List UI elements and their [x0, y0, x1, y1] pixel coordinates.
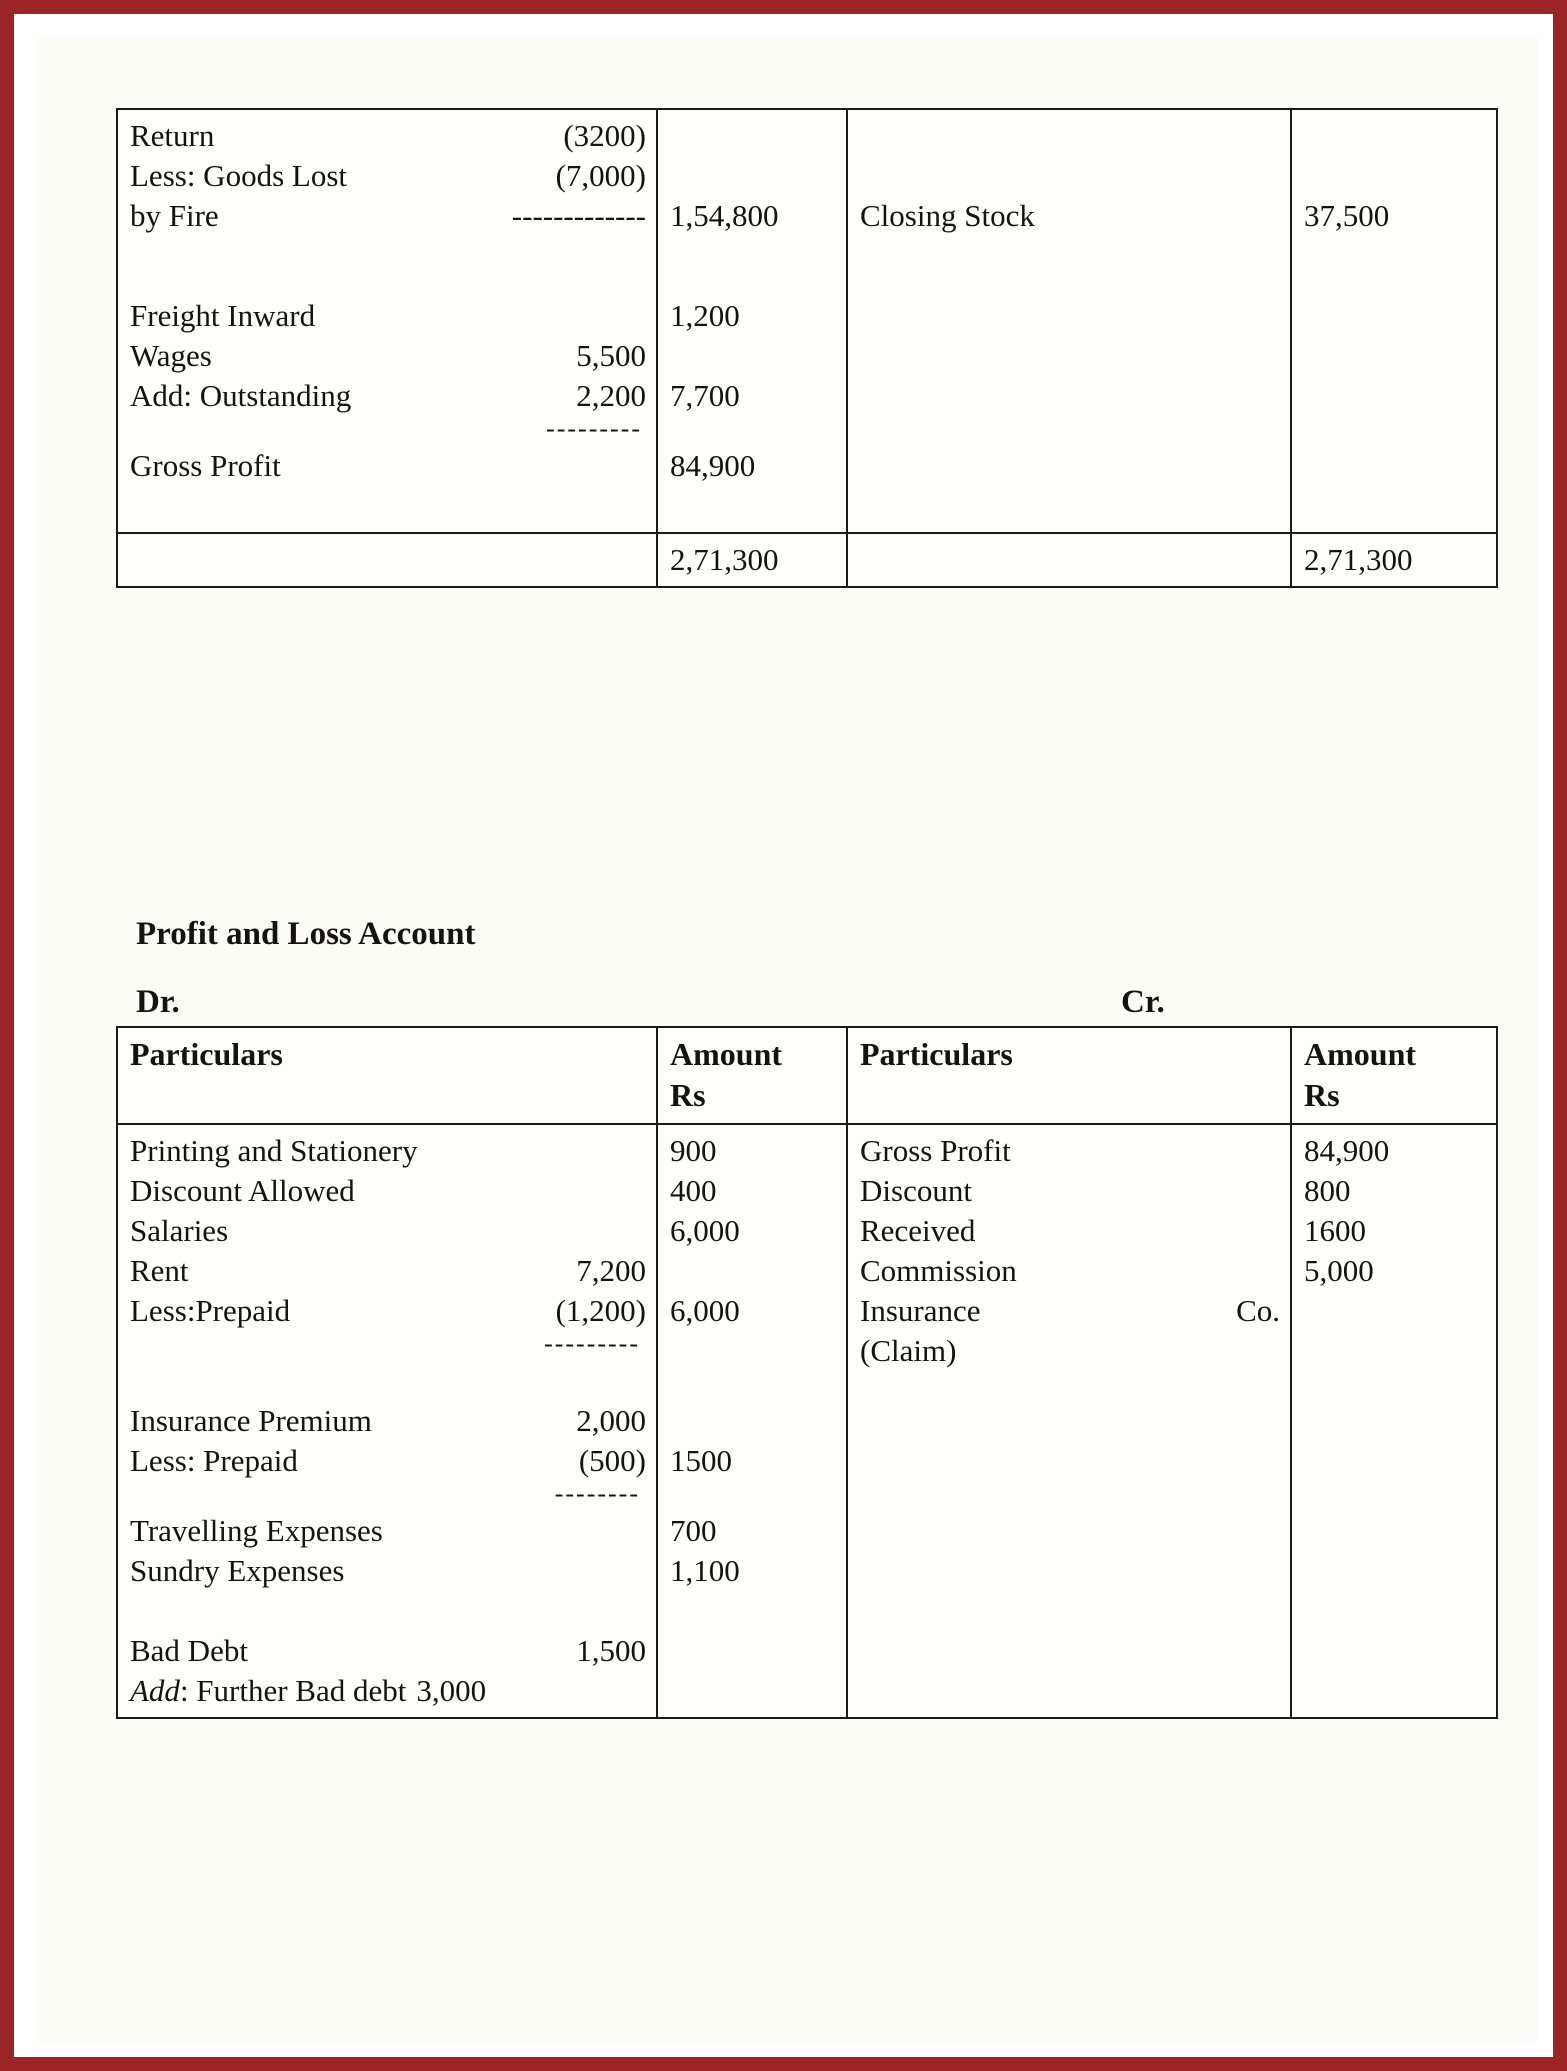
page-title: Profit and Loss Account	[136, 916, 476, 952]
blank-spacer	[670, 1481, 836, 1511]
pl-header-amount-left-line1: Amount	[670, 1036, 783, 1072]
further-bad-debt-line	[130, 1671, 646, 1711]
wages-total-amount: 7,700	[670, 378, 740, 413]
credit-gross-profit-label: Gross Profit	[860, 1132, 1011, 1168]
trading-debit-amount-cell	[657, 109, 847, 533]
blank-spacer	[130, 1361, 646, 1401]
blank-spacer	[860, 116, 1280, 156]
outstanding-wages-value: 2,200	[576, 378, 646, 413]
bad-debt-label: Bad Debt	[130, 1632, 248, 1668]
blank-spacer	[670, 1331, 836, 1361]
page-sheet	[36, 36, 1539, 2043]
further-bad-debt-label: : Further Bad debt	[179, 1672, 407, 1708]
freight-amount: 1,200	[670, 298, 740, 333]
insurance-claim-label: (Claim)	[860, 1332, 957, 1368]
blank-spacer	[670, 486, 836, 526]
credit-commission-label: Commission	[860, 1252, 1017, 1288]
blank-spacer	[670, 156, 836, 196]
trading-credit-amount-cell	[1291, 109, 1497, 533]
wages-total-rule: ---------	[546, 414, 642, 443]
credit-received-label: Received	[860, 1212, 976, 1248]
insurance-premium-label: Insurance Premium	[130, 1402, 372, 1438]
table-row	[117, 109, 1497, 533]
return-value: (3200)	[563, 118, 646, 153]
freight-inward-label: Freight Inward	[130, 298, 316, 333]
trading-debit-total-cell: 2,71,300	[657, 533, 847, 587]
blank-spacer	[670, 336, 836, 376]
insurance-premium-value: 2,000	[576, 1402, 646, 1438]
outstanding-wages-label: Add: Outstanding	[130, 378, 352, 413]
goods-lost-value: (7,000)	[555, 158, 646, 193]
pl-header-amount-left	[657, 1027, 847, 1124]
goods-lost-line	[130, 156, 646, 196]
gross-profit-label: Gross Profit	[130, 448, 281, 483]
rent-prepaid-line	[130, 1291, 646, 1331]
wages-label: Wages	[130, 338, 212, 373]
trading-debit-particulars-cell	[117, 109, 657, 533]
trading-account-table	[116, 108, 1498, 588]
return-line	[130, 116, 646, 156]
insurance-co-suffix: Co.	[1236, 1292, 1280, 1328]
trading-credit-total-cell: 2,71,300	[1291, 533, 1497, 587]
rent-prepaid-value: (1,200)	[555, 1292, 646, 1328]
closing-stock-label: Closing Stock	[860, 198, 1035, 233]
pl-header-row	[117, 1027, 1497, 1124]
closing-stock-amount: 37,500	[1304, 198, 1390, 233]
blank-spacer	[860, 156, 1280, 196]
pl-header-amount-right-line1: Amount	[1304, 1036, 1417, 1072]
gross-profit-amount: 84,900	[670, 448, 756, 483]
outstanding-wages-line	[130, 376, 646, 416]
blank-spacer	[670, 236, 836, 276]
printing-amount: 900	[670, 1132, 717, 1168]
pl-debit-particulars-cell	[117, 1124, 657, 1718]
blank-spacer	[670, 416, 836, 446]
rent-net-rule: ---------	[544, 1328, 640, 1358]
sundry-expenses-label: Sundry Expenses	[130, 1552, 345, 1588]
blank-spacer	[130, 236, 646, 276]
credit-commission-amount: 5,000	[1304, 1252, 1374, 1288]
insurance-premium-line	[130, 1401, 646, 1441]
bad-debt-value: 1,500	[576, 1632, 646, 1668]
trading-total-blank-right	[847, 533, 1291, 587]
further-bad-debt-add-prefix: Add	[130, 1672, 180, 1708]
trading-total-blank-left	[117, 533, 657, 587]
insurance-net-rule: --------	[554, 1478, 640, 1508]
travelling-amount: 700	[670, 1512, 717, 1548]
debit-side-label: Dr.	[136, 984, 180, 1020]
pl-credit-amount-cell	[1291, 1124, 1497, 1718]
blank-spacer	[670, 1401, 836, 1441]
printing-stationery-label: Printing and Stationery	[130, 1132, 418, 1168]
discount-allowed-label: Discount Allowed	[130, 1172, 355, 1208]
profit-and-loss-table	[116, 1026, 1498, 1719]
rent-net-amount: 6,000	[670, 1292, 740, 1328]
pl-credit-particulars-cell	[847, 1124, 1291, 1718]
pl-debit-amount-cell	[657, 1124, 847, 1718]
blank-spacer	[670, 1361, 836, 1401]
insurance-prepaid-value: (500)	[578, 1442, 646, 1478]
blank-spacer	[130, 276, 646, 296]
page-border-frame	[10, 10, 1557, 2061]
insurance-co-label: Insurance	[860, 1292, 981, 1328]
credit-received-amount: 1600	[1304, 1212, 1366, 1248]
blank-spacer	[670, 116, 836, 156]
further-bad-debt-value: 3,000	[416, 1672, 487, 1708]
by-fire-rule: -------------	[511, 198, 646, 233]
wages-line	[130, 336, 646, 376]
insurance-prepaid-label: Less: Prepaid	[130, 1442, 298, 1478]
rent-label: Rent	[130, 1252, 189, 1288]
bad-debt-line	[130, 1631, 646, 1671]
insurance-net-amount: 1500	[670, 1442, 732, 1478]
credit-discount-amount: 800	[1304, 1172, 1351, 1208]
credit-discount-label: Discount	[860, 1172, 972, 1208]
blank-spacer	[670, 1251, 836, 1291]
by-fire-line	[130, 196, 646, 236]
travelling-expenses-label: Travelling Expenses	[130, 1512, 383, 1548]
blank-spacer	[1304, 116, 1486, 156]
sundry-amount: 1,100	[670, 1552, 740, 1588]
discount-allowed-amount: 400	[670, 1172, 717, 1208]
pl-body-row	[117, 1124, 1497, 1718]
blank-spacer	[130, 486, 646, 526]
blank-spacer	[670, 276, 836, 296]
wages-value: 5,500	[576, 338, 646, 373]
rent-value: 7,200	[576, 1252, 646, 1288]
trading-totals-row	[117, 533, 1497, 587]
pl-header-particulars-left: Particulars	[117, 1027, 657, 1124]
net-purchases-amount: 1,54,800	[670, 198, 779, 233]
insurance-prepaid-line	[130, 1441, 646, 1481]
credit-gross-profit-amount: 84,900	[1304, 1132, 1390, 1168]
salaries-amount: 6,000	[670, 1212, 740, 1248]
goods-lost-label: Less: Goods Lost	[130, 158, 347, 193]
pl-header-amount-right	[1291, 1027, 1497, 1124]
blank-spacer	[1304, 156, 1486, 196]
insurance-claim-line	[860, 1291, 1280, 1331]
rent-line	[130, 1251, 646, 1291]
pl-header-particulars-right: Particulars	[847, 1027, 1291, 1124]
rent-prepaid-label: Less:Prepaid	[130, 1292, 291, 1328]
trading-credit-particulars-cell	[847, 109, 1291, 533]
blank-spacer	[130, 1591, 646, 1631]
by-fire-label: by Fire	[130, 198, 219, 233]
credit-side-label: Cr.	[1121, 984, 1165, 1020]
return-label: Return	[130, 118, 215, 153]
salaries-label: Salaries	[130, 1212, 229, 1248]
pl-header-amount-left-line2: Rs	[670, 1077, 706, 1114]
pl-header-amount-right-line2: Rs	[1304, 1077, 1340, 1114]
